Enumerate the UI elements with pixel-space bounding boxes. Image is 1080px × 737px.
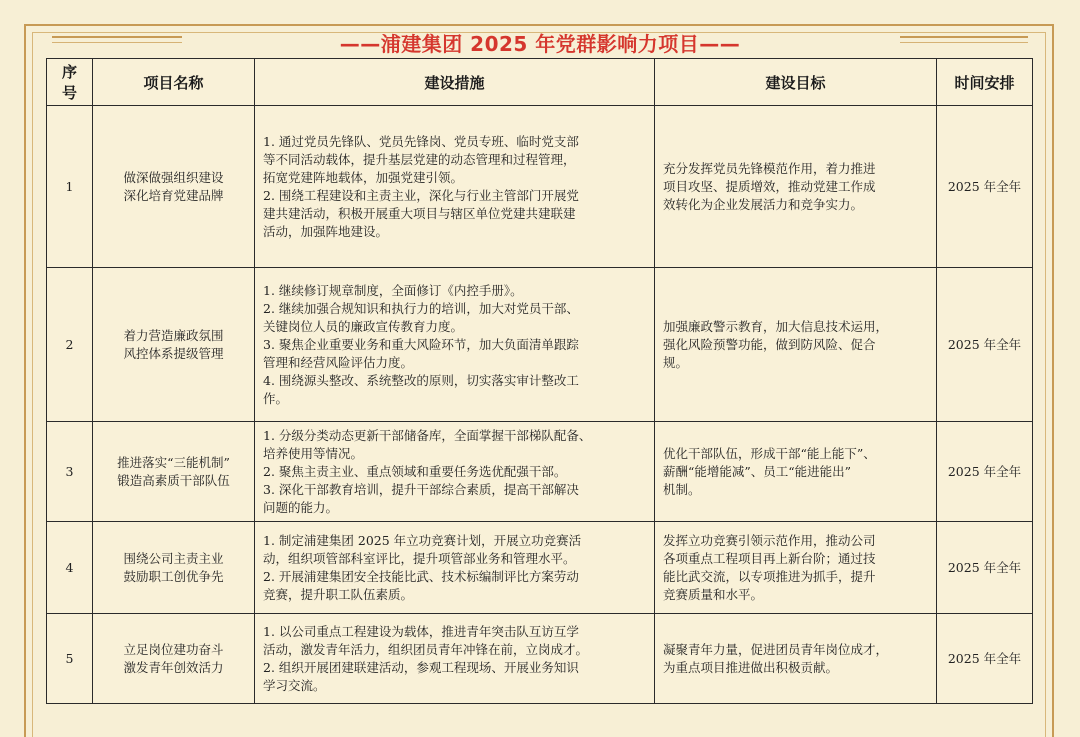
- row-goal: [655, 522, 937, 614]
- page-title: ——浦建集团 2025 年党群影响力项目——: [339, 32, 741, 56]
- row-time: 2025 年全年: [937, 106, 1033, 268]
- goal-line: 发挥立功竞赛引领示范作用，推动公司: [663, 532, 876, 548]
- measure-line: 竞赛，提升职工队伍素质。: [263, 586, 414, 602]
- header-name: 项目名称: [93, 59, 255, 106]
- row-goal: [655, 268, 937, 422]
- goal-line: 竞赛质量和水平。: [663, 586, 764, 602]
- goal-line: 各项重点工程项目再上新台阶；通过技: [663, 550, 876, 566]
- row-measures: [255, 614, 655, 704]
- goal-line: 机制。: [663, 481, 701, 497]
- measure-line: 1. 继续修订规章制度，全面修订《内控手册》。: [263, 282, 523, 298]
- table-row: [47, 614, 1033, 704]
- goal-line: 为重点项目推进做出积极贡献。: [663, 659, 839, 675]
- header-measures: 建设措施: [255, 59, 655, 106]
- project-name-line: 着力营造廉政氛围: [123, 327, 224, 343]
- row-goal: [655, 422, 937, 522]
- project-name-line: 激发青年创效活力: [123, 659, 224, 675]
- project-table: [46, 58, 1033, 704]
- project-name-line: 鼓励职工创优争先: [123, 568, 224, 584]
- row-num: 3: [47, 422, 93, 522]
- row-time: 2025 年全年: [937, 422, 1033, 522]
- row-measures: [255, 422, 655, 522]
- header-num: 序号: [47, 59, 93, 106]
- measure-line: 等不同活动载体，提升基层党建的动态管理和过程管理，: [263, 151, 576, 167]
- measure-line: 3. 深化干部教育培训，提升干部综合素质，提高干部解决: [263, 481, 579, 497]
- row-time: 2025 年全年: [937, 268, 1033, 422]
- measure-line: 1. 制定浦建集团 2025 年立功竞赛计划，开展立功竞赛活: [263, 532, 582, 548]
- goal-line: 加强廉政警示教育，加大信息技术运用，: [663, 318, 889, 334]
- measure-line: 活动，激发青年活力，组织团员青年冲锋在前，立岗成才。: [263, 641, 589, 657]
- header-time: 时间安排: [937, 59, 1033, 106]
- row-project-name: [93, 422, 255, 522]
- measure-line: 1. 通过党员先锋队、党员先锋岗、党员专班、临时党支部: [263, 133, 579, 149]
- goal-line: 薪酬“能增能减”、员工“能进能出”: [663, 463, 852, 479]
- table-row: [47, 268, 1033, 422]
- measure-line: 学习交流。: [263, 677, 326, 693]
- measure-line: 问题的能力。: [263, 499, 339, 515]
- goal-line: 能比武交流，以专项推进为抓手，提升: [663, 568, 876, 584]
- measure-line: 活动，加强阵地建设。: [263, 223, 389, 239]
- project-name-line: 风控体系提级管理: [123, 345, 224, 361]
- measure-line: 1. 以公司重点工程建设为载体，推进青年突击队互访互学: [263, 623, 579, 639]
- measure-line: 作。: [263, 390, 289, 406]
- row-measures: [255, 268, 655, 422]
- project-name-line: 锻造高素质干部队伍: [117, 472, 230, 488]
- row-num: 1: [47, 106, 93, 268]
- measure-line: 2. 继续加强合规知识和执行力的培训，加大对党员干部、: [263, 300, 579, 316]
- measure-line: 2. 围绕工程建设和主责主业，深化与行业主管部门开展党: [263, 187, 579, 203]
- row-project-name: [93, 522, 255, 614]
- project-name-line: 围绕公司主责主业: [123, 550, 224, 566]
- table-row: [47, 522, 1033, 614]
- row-project-name: [93, 106, 255, 268]
- row-time: 2025 年全年: [937, 522, 1033, 614]
- row-num: 5: [47, 614, 93, 704]
- table-row: [47, 422, 1033, 522]
- row-measures: [255, 106, 655, 268]
- measure-line: 2. 开展浦建集团安全技能比武、技术标编制评比方案劳动: [263, 568, 579, 584]
- row-project-name: [93, 268, 255, 422]
- goal-line: 凝聚青年力量，促进团员青年岗位成才，: [663, 641, 889, 657]
- goal-line: 强化风险预警功能，做到防风险、促合: [663, 336, 876, 352]
- goal-line: 优化干部队伍，形成干部“能上能下”、: [663, 445, 876, 461]
- project-name-line: 做深做强组织建设: [123, 169, 224, 185]
- table-header-row: [47, 59, 1033, 106]
- goal-line: 充分发挥党员先锋模范作用，着力推进: [663, 160, 876, 176]
- row-time: 2025 年全年: [937, 614, 1033, 704]
- project-name-line: 深化培育党建品牌: [123, 187, 224, 203]
- measure-line: 关键岗位人员的廉政宣传教育力度。: [263, 318, 464, 334]
- row-project-name: [93, 614, 255, 704]
- row-num: 4: [47, 522, 93, 614]
- project-name-line: 立足岗位建功奋斗: [123, 641, 224, 657]
- header-goal: 建设目标: [655, 59, 937, 106]
- measure-line: 建共建活动，积极开展重大项目与辖区单位党建共建联建: [263, 205, 576, 221]
- measure-line: 拓宽党建阵地载体，加强党建引领。: [263, 169, 464, 185]
- goal-line: 规。: [663, 354, 689, 370]
- measure-line: 2. 组织开展团建联建活动，参观工程现场、开展业务知识: [263, 659, 579, 675]
- measure-line: 培养使用等情况。: [263, 445, 364, 461]
- goal-line: 项目攻坚、提质增效，推动党建工作成: [663, 178, 876, 194]
- measure-line: 1. 分级分类动态更新干部储备库，全面掌握干部梯队配备、: [263, 427, 592, 443]
- measure-line: 动，组织项管部科室评比，提升项管部业务和管理水平。: [263, 550, 576, 566]
- measure-line: 管理和经营风险评估力度。: [263, 354, 414, 370]
- project-name-line: 推进落实“三能机制”: [117, 454, 230, 470]
- row-num: 2: [47, 268, 93, 422]
- row-measures: [255, 522, 655, 614]
- measure-line: 3. 聚焦企业重要业务和重大风险环节，加大负面清单跟踪: [263, 336, 579, 352]
- table-row: [47, 106, 1033, 268]
- row-goal: [655, 106, 937, 268]
- goal-line: 效转化为企业发展活力和竞争实力。: [663, 196, 864, 212]
- measure-line: 4. 围绕源头整改、系统整改的原则，切实落实审计整改工: [263, 372, 579, 388]
- measure-line: 2. 聚焦主责主业、重点领域和重要任务选优配强干部。: [263, 463, 567, 479]
- row-goal: [655, 614, 937, 704]
